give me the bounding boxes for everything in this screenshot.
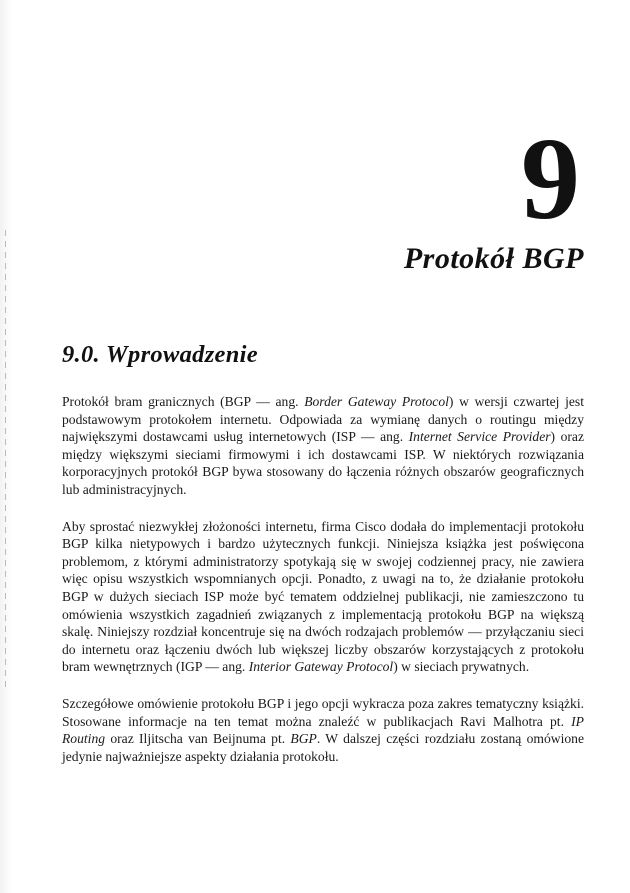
paragraph-2-text-2: ) w sieciach prywatnych. [393,659,530,675]
paragraph-1-text-1: Protokół bram granicznych (BGP — ang. [62,394,305,409]
paragraph-2-text-1: Aby sprostać niezwykłej złożoności internetu, firma Cisco dodała do implementacji protokołu BGP kilka nietypowych i bardzo użytecznych funkcji. Niniejsza książka jest poświęcona problemom, z którymi administratorzy spotykają się w swojej codziennej pracy, nie zawiera więc opisu wszystkich wspomnianych opcji. Ponadto, z uwagi na to, że działanie protokołu BGP w dużych sieciach ISP może być tematem oddzielnej publikacji, nie zamieszczono tu omówienia wszystkich zagadnień związanych z implementacją protokołu BGP na większą skalę. Niniejszy rozdział koncentruje się na dwóch rodzajach problemów — przyłączaniu sieci do internetu oraz łączeniu dwóch lub większej liczby obszarów korzystających z protokołu bram wewnętrznych (IGP — ang. [62,518,584,675]
paragraph-1-text-2: ) w wersji czwartej jest podstawowym protokołem internetu. Odpowiada za wymianę danych o routingu między największymi dostawcami usług internetowych (ISP — ang. [62,394,584,445]
paragraph-3-book-bgp: BGP [290,731,317,747]
paragraph-1-term-isp: Internet Service Provider [408,429,551,445]
paragraph-3-text-2: oraz Iljitscha van Beijnuma pt. [105,731,291,747]
chapter-title: Protokół BGP [403,242,584,275]
section-title: 9.0. Wprowadzenie [62,341,258,368]
body-text [62,393,584,765]
paragraph-1-term-bgp: Border Gateway Protocol [304,394,449,409]
paragraph-3-text-1: Szczegółowe omówienie protokołu BGP i jego opcji wykracza poza zakres tematyczny książki. Stosowane informacje na ten temat można znaleźć w publikacjach Ravi Malhotra pt. [62,695,584,729]
paragraph-2-term-igp: Interior Gateway Protocol [248,659,394,675]
scan-edge [0,0,12,893]
paragraph-3 [62,695,584,765]
paragraph-2 [62,518,584,676]
paragraph-3-text-3: . W dalszej części rozdziału zostaną omówione jedynie najważniejsze aspekty działania protokołu. [62,731,584,764]
chapter-number: 9 [521,113,580,244]
paragraph-3-book-ip-routing: IP Routing [62,713,584,747]
scan-edge-binding-mark [5,230,6,690]
paragraph-1-text-3: ) oraz między większymi sieciami firmowymi i ich dostawcami ISP. W niektórych rozwiązania korporacyjnych protokół BGP bywa stosowany do łączenia różnych obszarów geograficznych lub administracyjnych. [62,429,584,497]
paragraph-1 [62,393,584,499]
